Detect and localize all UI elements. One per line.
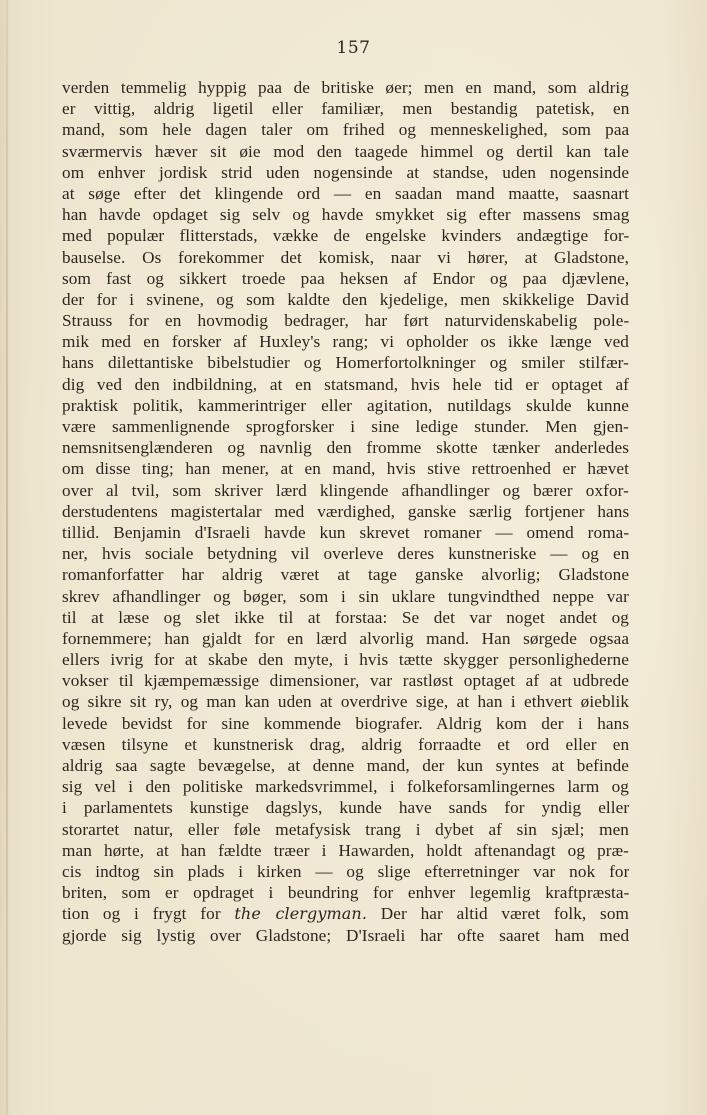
text-line: storartet natur, eller føle metafysisk trang i dybet af sin sjæl; men bbox=[62, 819, 629, 839]
text-line: at søge efter det klingende ord — en saadan mand maatte, saasnart bbox=[62, 183, 629, 203]
page-gutter-shadow bbox=[6, 0, 8, 1115]
page-number: 157 bbox=[336, 38, 371, 58]
text-line: skrev afhandlinger og bøger, som i sin uklare tungvindthed neppe var bbox=[62, 586, 629, 606]
text-line: være sammenlignende sprogforsker i sine ledige stunder. Men gjen- bbox=[62, 417, 629, 436]
text-line: til at læse og slet ikke til at forstaa: Se det var noget andet og bbox=[62, 607, 629, 627]
text-line: han havde opdaget sig selv og havde smykket sig efter massens smag bbox=[62, 205, 629, 225]
text-line: om disse ting; han mener, at en mand, hvis stive rettroenhed er hævet bbox=[62, 459, 629, 479]
text-line: ellers ivrig for at skabe den myte, i hvis tætte skygger personlighederne bbox=[62, 650, 629, 670]
text-line: aldrig saa sagte bevægelse, at denne mand, der kun syntes at befinde bbox=[62, 756, 629, 775]
italic-phrase: the clergyman. bbox=[234, 904, 368, 924]
text-line: verden temmelig hyppig paa de britiske øer; men en mand, som aldrig bbox=[62, 78, 629, 97]
text-line: om enhver jordisk strid uden nogensinde at standse, uden nogensinde bbox=[62, 162, 629, 182]
text-line: og sikre sit ry, og man kan uden at overdrive sige, at han i ethvert øieblik bbox=[62, 692, 629, 712]
text-line: mand, som hele dagen taler om frihed og menneskelighed, som paa bbox=[62, 120, 629, 140]
line-segment: Der har altid været folk, som bbox=[367, 904, 629, 924]
line-segment: tion og i frygt for bbox=[62, 904, 235, 924]
text-line: med populær flitterstads, vække de engelske kvinders andægtige for- bbox=[62, 226, 629, 246]
text-line: over al tvil, som skriver lærd klingende afhandlinger og bærer oxfor- bbox=[62, 480, 629, 500]
text-line: levede bevidst for sine kommende biografer. Aldrig kom der i hans bbox=[62, 713, 629, 733]
text-line: væsen tilsyne et kunstnerisk drag, aldrig forraadte et ord eller en bbox=[62, 734, 629, 754]
text-line: i parlamentets kunstige dagslys, kunde have sands for yndig eller bbox=[62, 798, 629, 818]
text-line: derstudentens magistertalar med værdighed, ganske særlig fortjener hans bbox=[62, 501, 629, 521]
text-line: dig ved den indbildning, at en statsmand, hvis hele tid er optaget af bbox=[62, 374, 629, 394]
text-line: Strauss for en hovmodig bedrager, har ført naturvidenskabelig pole- bbox=[62, 311, 629, 331]
text-line: ner, hvis sociale betydning vil overleve deres kunstneriske — og en bbox=[62, 544, 629, 564]
text-line: tillid. Benjamin d'Israeli havde kun skrevet romaner — omend roma- bbox=[62, 522, 629, 542]
text-line: nemsnitsenglænderen og navnlig den fromme skotte tænker anderledes bbox=[62, 438, 629, 458]
text-line: romanforfatter har aldrig været at tage ganske alvorlig; Gladstone bbox=[62, 565, 629, 585]
text-line: praktisk politik, kammerintriger eller agitation, nutildags skulde kunne bbox=[62, 395, 629, 415]
text-line: briten, som er opdraget i beundring for enhver legemlig kraftpræsta- bbox=[62, 883, 629, 903]
text-line: er vittig, aldrig ligetil eller familiær, men bestandig patetisk, en bbox=[62, 99, 629, 119]
text-line: man hørte, at han fældte træer i Hawarden, holdt aftenandagt og præ- bbox=[62, 840, 629, 860]
text-line: gjorde sig lystig over Gladstone; D'Israeli har ofte saaret ham med bbox=[62, 925, 629, 945]
text-line: hans dilettantiske bibelstudier og Homerfortolkninger og smiler stilfær- bbox=[62, 353, 629, 373]
text-line: sig vel i den politiske markedsvrimmel, i folkeforsamlingernes larm og bbox=[62, 777, 629, 797]
text-line: der for i svinene, og som kaldte den kjedelige, men skikkelige David bbox=[62, 289, 629, 309]
text-line: cis indtog sin plads i kirken — og slige efterretninger var nok for bbox=[62, 861, 629, 881]
text-line-italic-phrase bbox=[62, 903, 629, 924]
text-line: bauselse. Os forekommer det komisk, naar vi hører, at Gladstone, bbox=[62, 247, 629, 267]
text-line: sværmervis hæver sit øie mod den taagede himmel og dertil kan tale bbox=[62, 141, 629, 161]
body-text bbox=[62, 77, 629, 946]
text-line: vokser til kjæmpemæssige dimensioner, var rastløst optaget af at udbrede bbox=[62, 671, 629, 691]
text-line: fornemmere; han gjaldt for en lærd alvorlig mand. Han sørgede ogsaa bbox=[62, 628, 629, 648]
text-line: som fast og sikkert troede paa heksen af Endor og paa djævlene, bbox=[62, 268, 629, 288]
text-line: mik med en forsker af Huxley's rang; vi opholder os ikke længe ved bbox=[62, 332, 629, 352]
